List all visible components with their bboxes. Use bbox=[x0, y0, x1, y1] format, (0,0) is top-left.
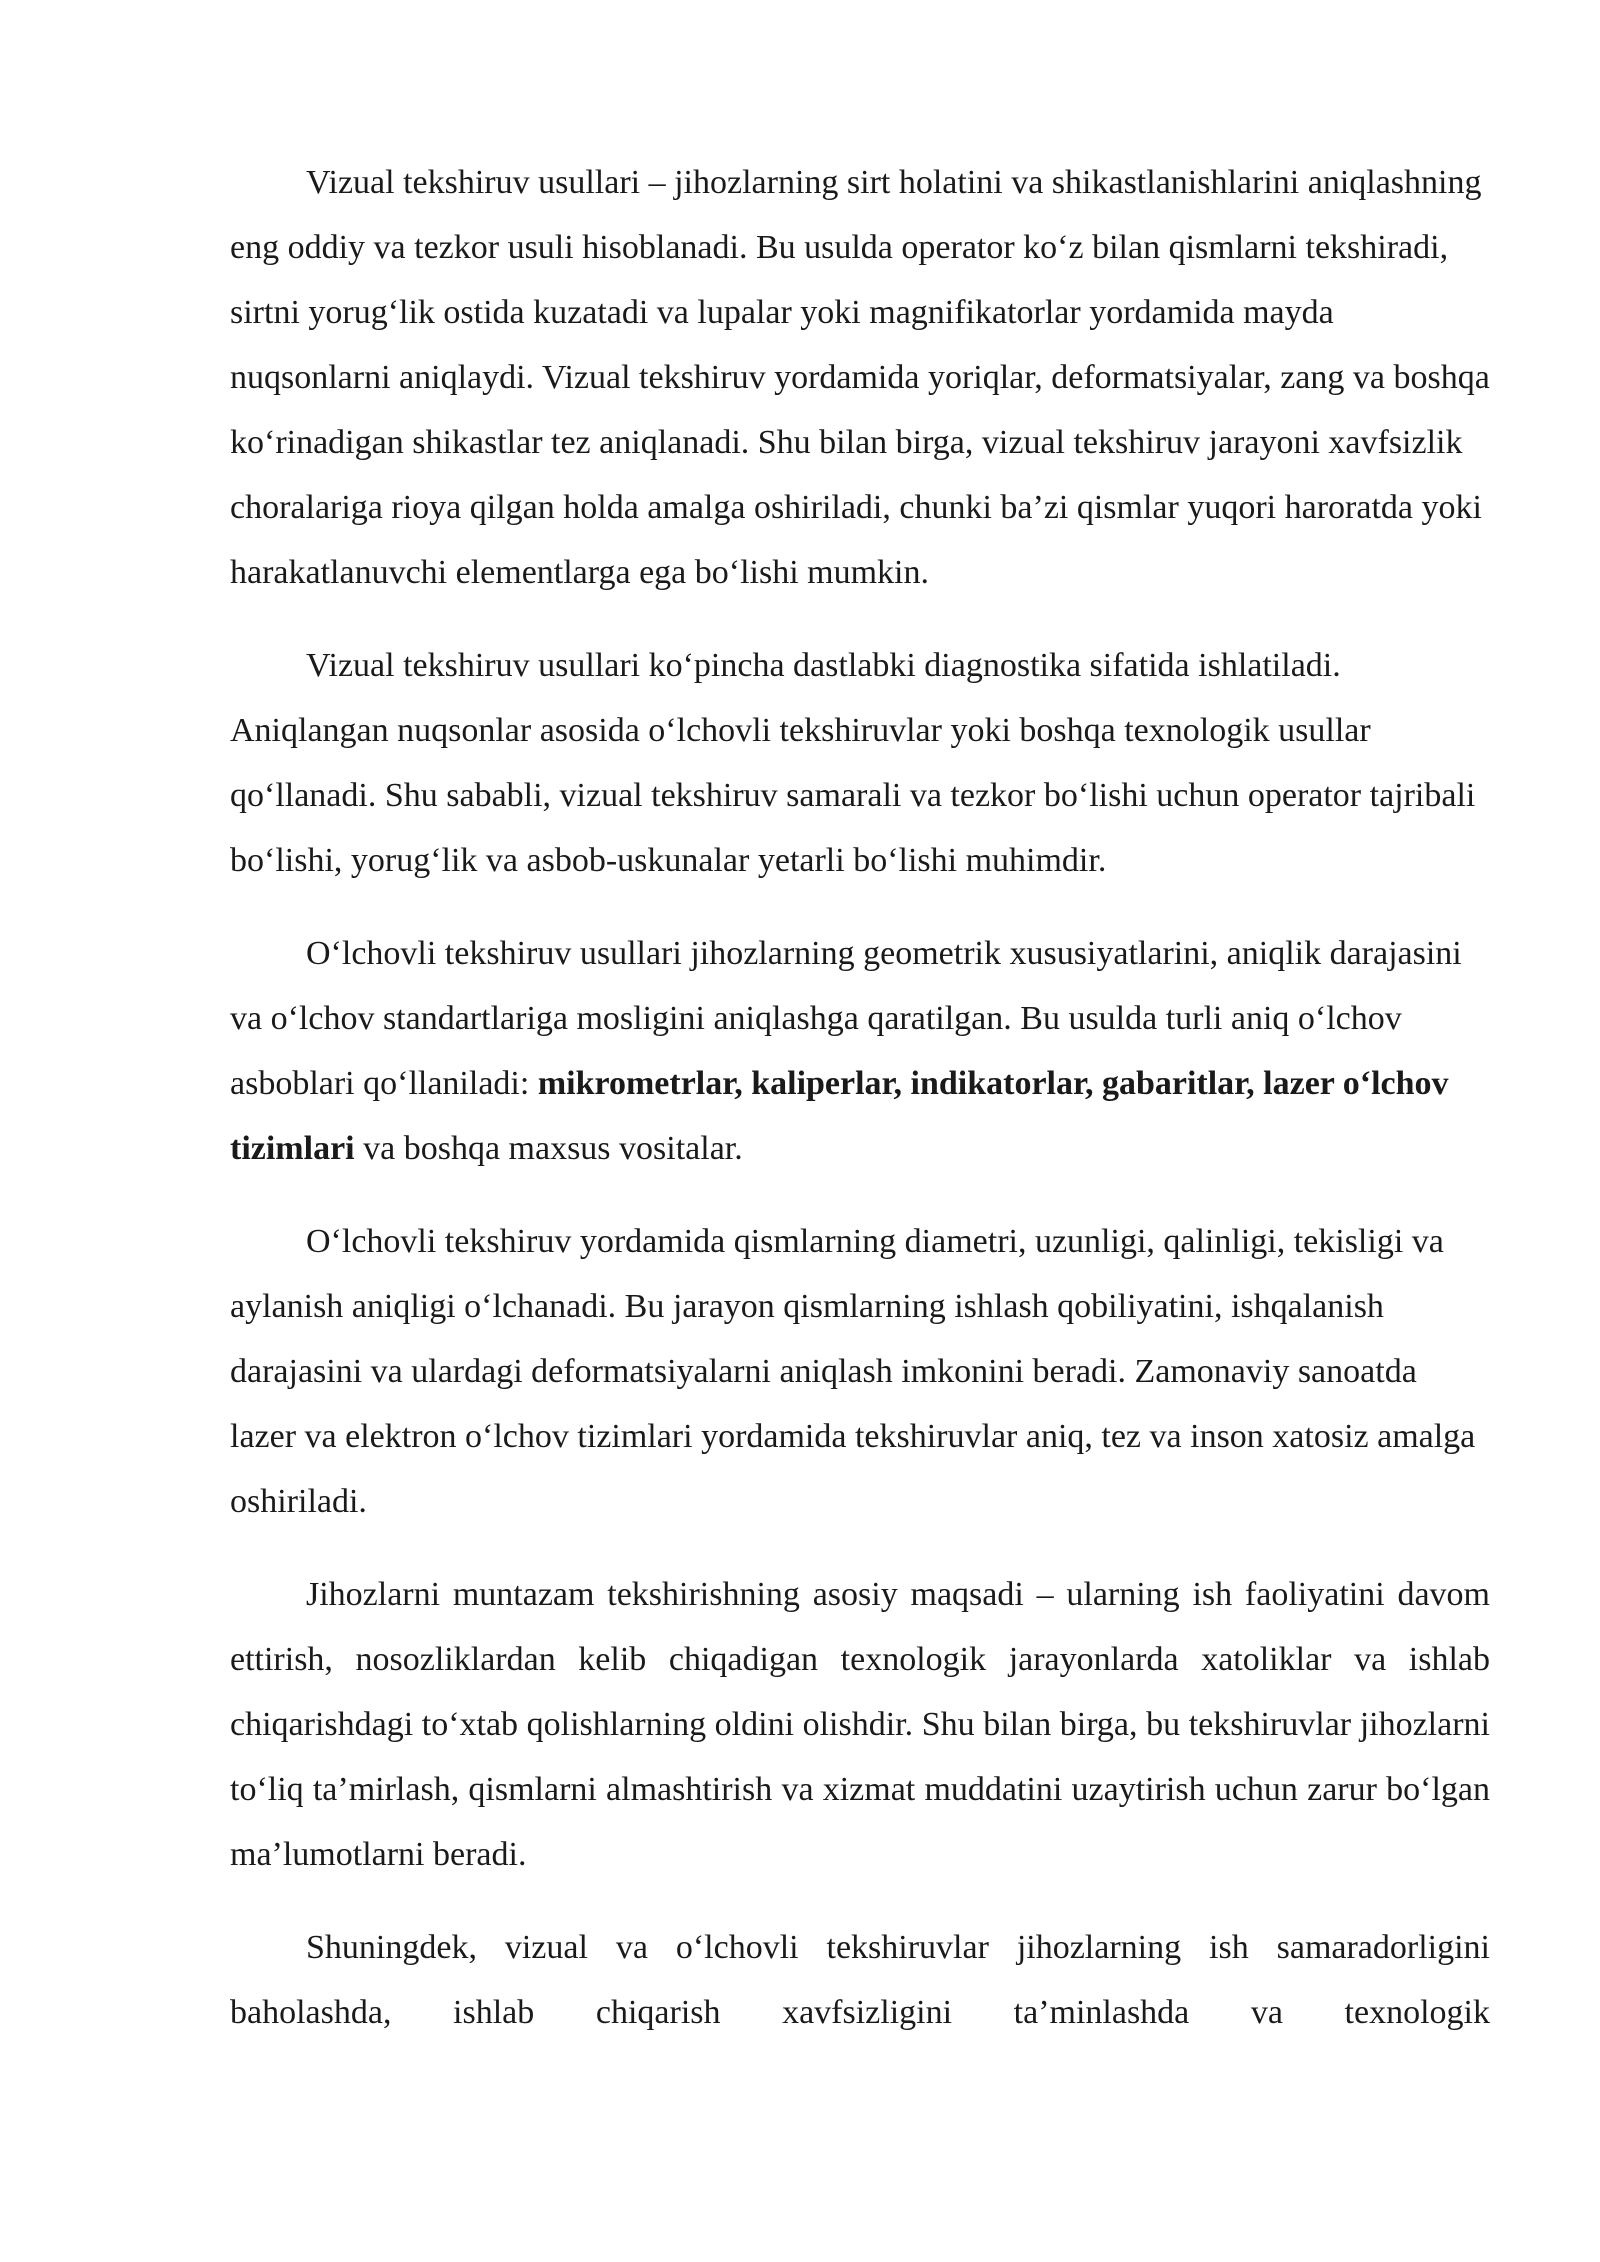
paragraph-regular-inspection-purpose: Jihozlarni muntazam tekshirishning asosiy maqsadi – ularning ish faoliyatini davom ettirish, nosozliklardan kelib chiqadigan texnologik jarayonlarda xatoliklar va ishlab chiqarishdagi to‘xtab qolishlarning oldini olishdir. Shu bilan birga, bu tekshiruvlar jihozlarni to‘liq ta’mirlash, qismlarni almashtirish va xizmat muddatini uzaytirish uchun zarur bo‘lgan ma’lumotlarni beradi. bbox=[230, 1576, 1490, 1873]
measurement-text-before: O‘lchovli tekshiruv usullari jihozlarning geometrik xususiyatlarini, aniqlik darajasini va o‘lchov standartlariga mosligini aniqlashga qaratilgan. Bu usulda turli aniq o‘lchov asboblari qo‘llaniladi: bbox=[230, 935, 1462, 1102]
paragraph-visual-inspection-diagnostics: Vizual tekshiruv usullari ko‘pincha dastlabki diagnostika sifatida ishlatiladi. Aniqlangan nuqsonlar asosida o‘lchovli tekshiruvlar yoki boshqa texnologik usullar qo‘llanadi. Shu sababli, vizual tekshiruv samarali va tezkor bo‘lishi uchun operator tajribali bo‘lishi, yorug‘lik va asbob-uskunalar yetarli bo‘lishi muhimdir. bbox=[230, 647, 1476, 879]
paragraph-visual-inspection-intro: Vizual tekshiruv usullari – jihozlarning sirt holatini va shikastlanishlarini aniqlashning eng oddiy va tezkor usuli hisoblanadi. Bu usulda operator ko‘z bilan qismlarni tekshiradi, sirtni yorug‘lik ostida kuzatadi va lupalar yoki magnifikatorlar yordamida mayda nuqsonlarni aniqlaydi. Vizual tekshiruv yordamida yoriqlar, deformatsiyalar, zang va boshqa ko‘rinadigan shikastlar tez aniqlanadi. Shu bilan birga, vizual tekshiruv jarayoni xavfsizlik choralariga rioya qilgan holda amalga oshiriladi, chunki ba’zi qismlar yuqori haroratda yoki harakatlanuvchi elementlarga ega bo‘lishi mumkin. bbox=[230, 164, 1490, 591]
document-body bbox=[230, 150, 1490, 2073]
measurement-tools-bold: mikrometrlar, kaliperlar, indikatorlar, gabaritlar, lazer o‘lchov tizimlari bbox=[230, 1065, 1449, 1167]
paragraph-measurement-methods bbox=[230, 921, 1490, 1181]
paragraph-efficiency-continued: Shuningdek, vizual va o‘lchovli tekshiruvlar jihozlarning ish samaradorligini baholashda, ishlab chiqarish xavfsizligini ta’minlashda va texnologik bbox=[230, 1929, 1490, 2031]
measurement-text-after: va boshqa maxsus vositalar. bbox=[354, 1130, 743, 1167]
paragraph-measurement-details: O‘lchovli tekshiruv yordamida qismlarning diametri, uzunligi, qalinligi, tekisligi va aylanish aniqligi o‘lchanadi. Bu jarayon qismlarning ishlash qobiliyatini, ishqalanish darajasini va ulardagi deformatsiyalarni aniqlash imkonini beradi. Zamonaviy sanoatda lazer va elektron o‘lchov tizimlari yordamida tekshiruvlar aniq, tez va inson xatosiz amalga oshiriladi. bbox=[230, 1223, 1476, 1520]
